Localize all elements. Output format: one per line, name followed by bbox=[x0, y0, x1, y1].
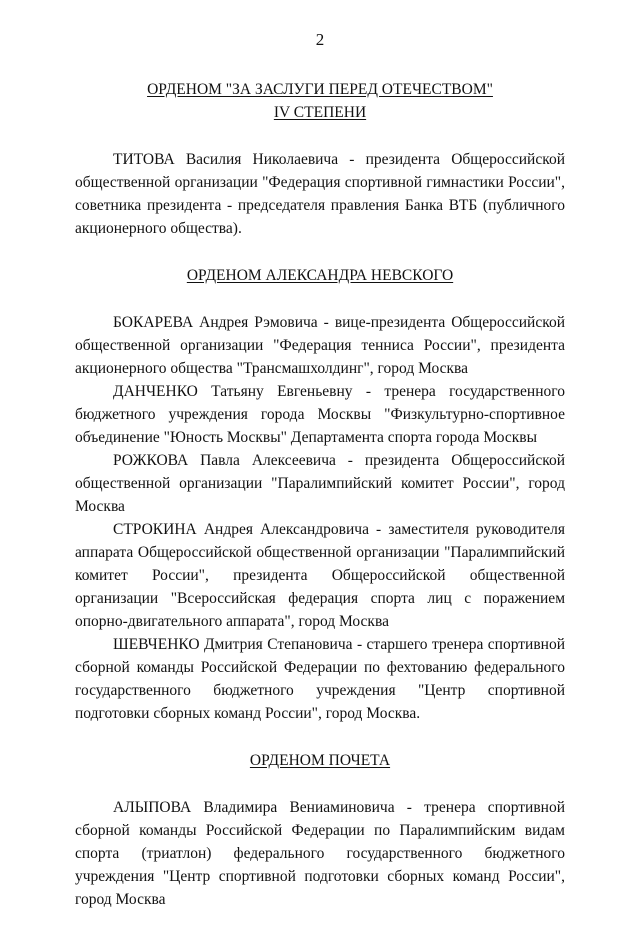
award-entry: БОКАРЕВА Андрея Рэмовича - вице-президента Общероссийской общественной организации "Федерация тенниса России", президента акционерного общества "Трансмашхолдинг", город Москва bbox=[75, 314, 565, 377]
award-entry: СТРОКИНА Андрея Александровича - заместителя руководителя аппарата Общероссийской общественной организации "Паралимпийский комитет России", президента Общероссийской общественной организации "Всероссийская федерация спорта лиц с поражением опорно-двигательного аппарата", город Москва bbox=[75, 521, 565, 630]
section-order-merit-fatherland bbox=[75, 78, 565, 240]
section-order-honor bbox=[75, 749, 565, 911]
section-heading bbox=[75, 78, 565, 124]
award-entry: ДАНЧЕНКО Татьяну Евгеньевну - тренера государственного бюджетного учреждения города Москвы "Физкультурно-спортивное объединение "Юность Москвы" Департамента спорта города Москвы bbox=[75, 383, 565, 446]
award-entry: РОЖКОВА Павла Алексеевича - президента Общероссийской общественной организации "Паралимпийский комитет России", город Москва bbox=[75, 452, 565, 515]
heading-line: ОРДЕНОМ ПОЧЕТА bbox=[249, 752, 391, 769]
award-entry: ШЕВЧЕНКО Дмитрия Степановича - старшего тренера спортивной сборной команды Российской Федерации по фехтованию федерального государственного бюджетного учреждения "Центр спортивной подготовки сборных команд России", город Москва. bbox=[75, 636, 565, 722]
heading-line: IV СТЕПЕНИ bbox=[273, 104, 367, 121]
section-heading bbox=[75, 749, 565, 772]
page-number: 2 bbox=[315, 30, 325, 49]
heading-line: ОРДЕНОМ "ЗА ЗАСЛУГИ ПЕРЕД ОТЕЧЕСТВОМ" bbox=[147, 81, 493, 98]
document-body bbox=[75, 78, 565, 935]
award-entry: ТИТОВА Василия Николаевича - президента Общероссийской общественной организации "Федерация спортивной гимнастики России", советника президента - председателя правления Банка ВТБ (публичного акционерного общества). bbox=[75, 151, 565, 237]
heading-line: ОРДЕНОМ АЛЕКСАНДРА НЕВСКОГО bbox=[186, 267, 454, 284]
section-order-alexander-nevsky bbox=[75, 264, 565, 725]
section-heading bbox=[75, 264, 565, 287]
award-entry: АЛЫПОВА Владимира Вениаминовича - тренера спортивной сборной команды Российской Федерации по Паралимпийским видам спорта (триатлон) федерального государственного бюджетного учреждения "Центр спортивной подготовки сборных команд России", город Москва bbox=[75, 799, 565, 908]
